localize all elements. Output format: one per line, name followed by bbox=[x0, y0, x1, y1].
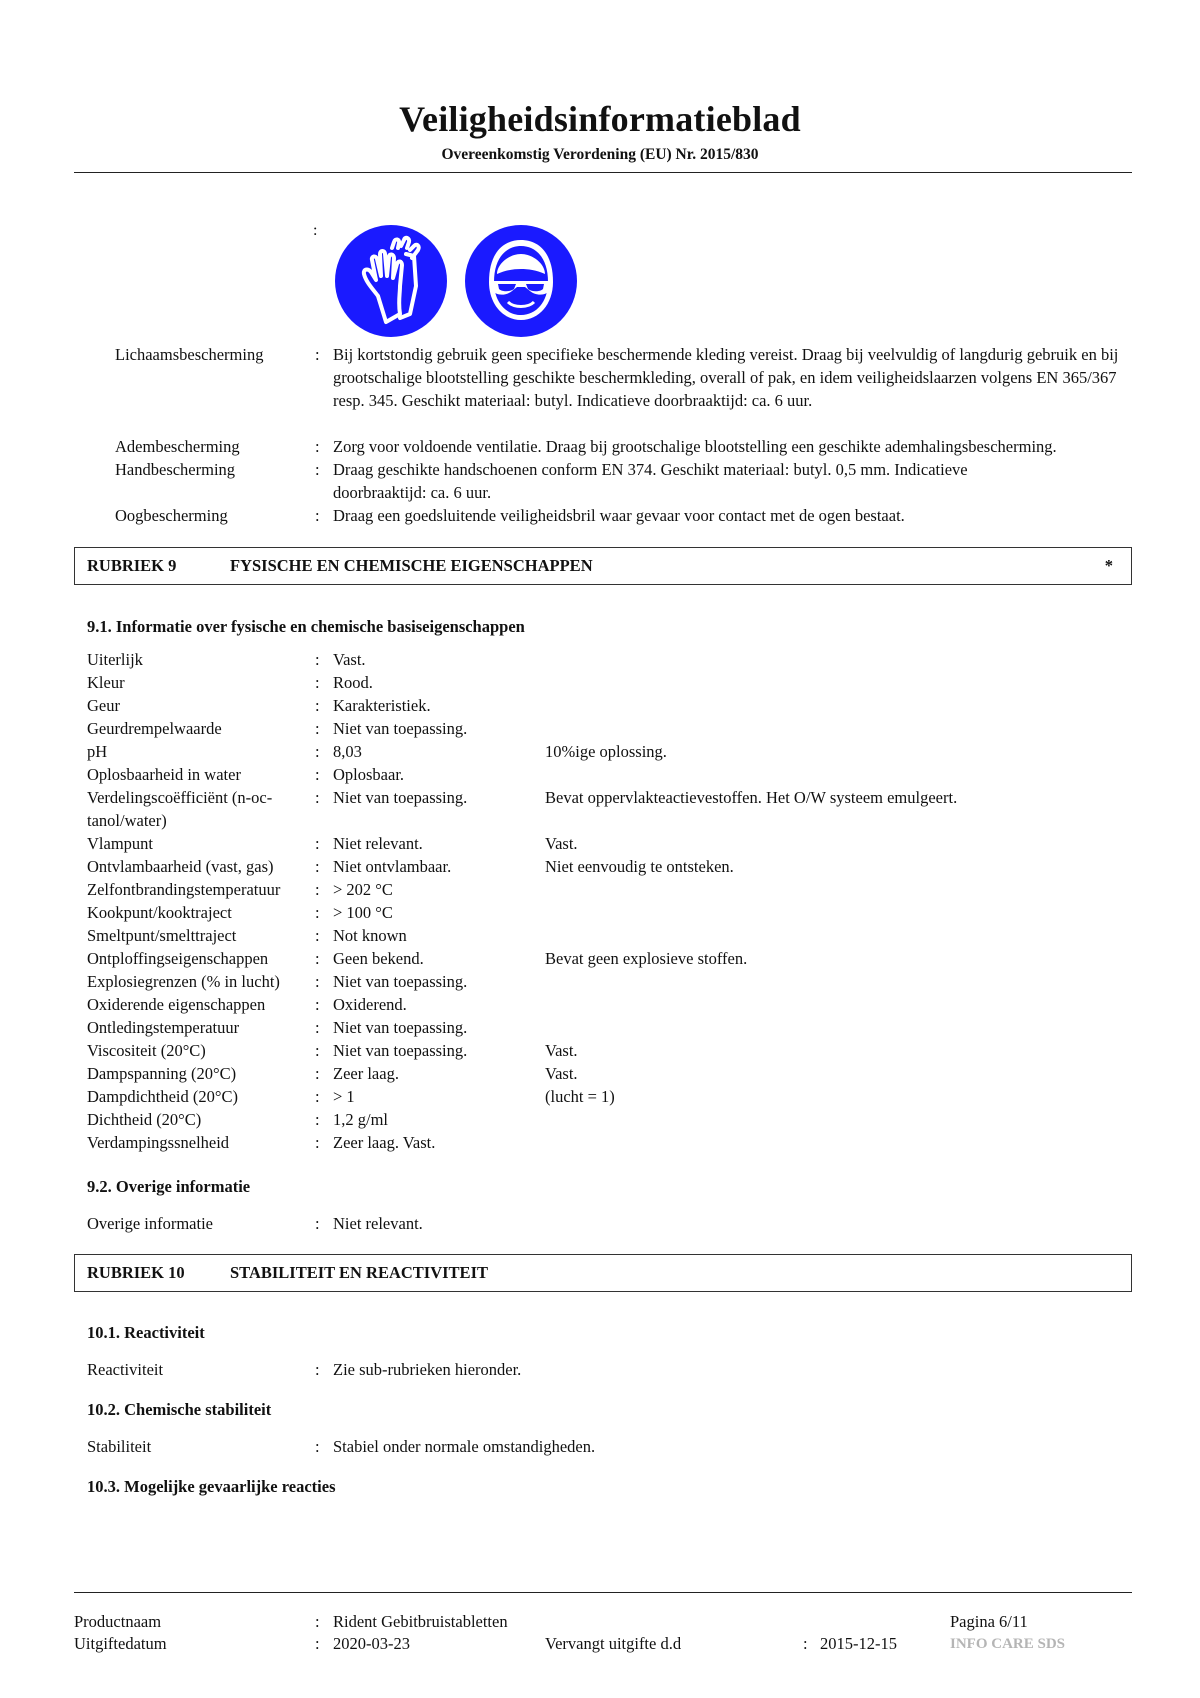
header-divider bbox=[74, 172, 1132, 173]
protection-label: Oogbescherming bbox=[115, 506, 228, 525]
section-number: RUBRIEK 9 bbox=[87, 556, 177, 575]
property-value: Geen bekend. bbox=[333, 949, 424, 968]
property-label: Viscositeit (20°C) bbox=[87, 1041, 206, 1060]
protection-value: Zorg voor voldoende ventilatie. Draag bij grootschalige blootstelling een geschikte ademhalingsbescherming. bbox=[333, 437, 1057, 456]
footer-product-value: Rident Gebitbruistabletten bbox=[333, 1612, 508, 1631]
property-label: Ontledingstemperatuur bbox=[87, 1018, 240, 1037]
section-10-header bbox=[74, 1254, 1132, 1292]
property-note: Vast. bbox=[545, 834, 578, 853]
document-subtitle: Overeenkomstig Verordening (EU) Nr. 2015/830 bbox=[441, 146, 759, 163]
property-value: Zeer laag. bbox=[333, 1064, 399, 1083]
property-value: Not known bbox=[333, 926, 407, 945]
footer-replaces-label: Vervangt uitgifte d.d bbox=[545, 1634, 682, 1653]
footer-product-label: Productnaam bbox=[74, 1612, 162, 1631]
protection-value: Bij kortstondig gebruik geen specifieke beschermende kleding vereist. Draag bij veelvuldig of langdurig gebruik en bij grootschalige blootstelling geschikte beschermkleding, overall of pak, en idem veiligheidslaarzen volgens EN 365/367 resp. 345. Geschikt materiaal: butyl. Indicatieve doorbraaktijd: ca. 6 uur. bbox=[333, 345, 1119, 410]
section-title: STABILITEIT EN REACTIVITEIT bbox=[230, 1263, 488, 1282]
pictogram-colon: : bbox=[313, 222, 318, 239]
property-value: Niet van toepassing. bbox=[333, 1018, 468, 1037]
property-label: Reactiviteit bbox=[87, 1360, 164, 1379]
sds-page: Veiligheidsinformatieblad Overeenkomstig Verordening (EU) Nr. 2015/830 : Lichaamsbescherming : Bij kortstondig gebruik geen specifieke beschermende kleding vereist. Draag bij veelvuldig of langdurig gebruik en bij grootschalige blootstelling geschikte beschermkleding, overall of pak, en idem veiligheidslaarzen volgens EN 365/367 resp. 345. Geschikt materiaal: butyl. Indicatieve doorbraaktijd: ca. 6 uur. Adembescherming : Zorg voor voldoende ventilatie. Draag bij grootschalige blootstelling een geschikte ademhalingsbescherming. Handbescherming : Draag geschikte handschoenen conform EN 374. Geschikt materiaal: butyl. 0,5 mm. Indicatieve doorbraaktijd: ca. 6 uur. Oogbescherming : Draag een goedsluitende veiligheidsbril waar gevaar voor contact met de ogen bestaat. RUBRIEK 9 FYSISCHE EN CHEMISCHE EIGENSCHAPPEN * 9.1. Informatie over fysische en chemische basiseigenschappen Uiterlijk : Vast. Kleur : Rood. Geur : Karakteristiek. Geurdrempelwaarde : Niet van toepassing. pH : 8,03 10%ige oplossing. Oplosbaarheid in water : Oplosbaar. Verdelingscoëfficiënt (n-oc-tanol/water) : Niet van toepassing. Bevat oppervlakteactievestoffen. Het O/W systeem emulgeert. Vlampunt : Niet relevant. Vast. Ontvlambaarheid (vast, gas) : Niet ontvlambaar. Niet eenvoudig te ontsteken. Zelfontbrandingstemperatuur : > 202 °C Kookpunt/kooktraject : > 100 °C Smeltpunt/smelttraject : Not known Ontploffingseigenschappen : Geen bekend. Bevat geen explosieve stoffen. Explosiegrenzen (% in lucht) : Niet van toepassing. Oxiderende eigenschappen : Oxiderend. Ontledingstemperatuur : Niet van toepassing. Viscositeit (20°C) : Niet van toepassing. Vast. Dampspanning (20°C) : Zeer laag. Vast. Dampdichtheid (20°C) : > 1 (lucht = 1) Dichtheid (20°C) : 1,2 g/ml Verdampingssnelheid : Zeer laag. Vast. 9.2. Overige informatie Overige informatie : Niet relevant. RUBRIEK 10 STABILITEIT EN REACTIVITEIT 10.1. Reactiviteit Reactiviteit : Zie sub-rubrieken hieronder. 10.2. Chemische stabiliteit Stabiliteit : Stabiel onder normale omstandigheden. 10.3. Mogelijke gevaarlijke reacties Productnaam : Rident Gebitbruistabletten Pagina 6/11 Uitgiftedatum : 2020-03-23 Vervangt uitgifte d.d : 2015-12-15 INFO CARE SDS bbox=[0, 0, 1200, 1698]
property-label: Overige informatie bbox=[87, 1214, 213, 1233]
property-value: Niet ontvlambaar. bbox=[333, 857, 452, 876]
property-value: Zie sub-rubrieken hieronder. bbox=[333, 1360, 522, 1379]
property-label: Kookpunt/kooktraject bbox=[87, 903, 232, 922]
property-note: Bevat oppervlakteactievestoffen. Het O/W systeem emulgeert. bbox=[545, 788, 958, 807]
property-label: Oxiderende eigenschappen bbox=[87, 995, 266, 1014]
protection-label: Lichaamsbescherming bbox=[115, 345, 264, 364]
protection-label: Adembescherming bbox=[115, 437, 240, 456]
revision-marker: * bbox=[1104, 556, 1113, 575]
footer-divider bbox=[74, 1592, 1132, 1593]
footer-page-number: Pagina 6/11 bbox=[950, 1612, 1028, 1631]
property-label: Vlampunt bbox=[87, 834, 153, 853]
property-value: 1,2 g/ml bbox=[333, 1110, 389, 1129]
property-value: Niet van toepassing. bbox=[333, 972, 468, 991]
property-note: (lucht = 1) bbox=[545, 1087, 615, 1106]
property-value: Niet van toepassing. bbox=[333, 719, 468, 738]
property-label: Stabiliteit bbox=[87, 1437, 152, 1456]
property-value: Niet van toepassing. bbox=[333, 788, 468, 807]
property-label: Dichtheid (20°C) bbox=[87, 1110, 202, 1129]
subsection-9-2: 9.2. Overige informatie bbox=[87, 1177, 251, 1196]
property-note: Vast. bbox=[545, 1041, 578, 1060]
property-note: 10%ige oplossing. bbox=[545, 742, 667, 761]
property-label: Verdelingscoëfficiënt (n-oc-tanol/water) bbox=[87, 788, 273, 830]
property-value: 8,03 bbox=[333, 742, 362, 761]
property-label: Explosiegrenzen (% in lucht) bbox=[87, 972, 280, 991]
section-9-header bbox=[74, 547, 1132, 585]
property-label: Kleur bbox=[87, 673, 125, 692]
footer-replaces-value: 2015-12-15 bbox=[820, 1634, 897, 1653]
property-label: pH bbox=[87, 742, 108, 761]
subsection-10-3: 10.3. Mogelijke gevaarlijke reacties bbox=[87, 1477, 336, 1496]
property-value: Karakteristiek. bbox=[333, 696, 431, 715]
property-label: Geur bbox=[87, 696, 120, 715]
subsection-10-1: 10.1. Reactiviteit bbox=[87, 1323, 205, 1342]
section-title: FYSISCHE EN CHEMISCHE EIGENSCHAPPEN bbox=[230, 556, 593, 575]
property-label: Zelfontbrandingstemperatuur bbox=[87, 880, 281, 899]
footer-date-value: 2020-03-23 bbox=[333, 1634, 410, 1653]
property-value: Zeer laag. Vast. bbox=[333, 1133, 436, 1152]
property-value: Niet van toepassing. bbox=[333, 1041, 468, 1060]
protection-value: Draag een goedsluitende veiligheidsbril waar gevaar voor contact met de ogen bestaat. bbox=[333, 506, 905, 525]
property-label: Verdampingssnelheid bbox=[87, 1133, 230, 1152]
property-value: Rood. bbox=[333, 673, 373, 692]
property-label: Uiterlijk bbox=[87, 650, 143, 669]
gloves-icon bbox=[334, 224, 448, 338]
property-label: Ontvlambaarheid (vast, gas) bbox=[87, 857, 274, 876]
property-value: > 1 bbox=[333, 1087, 355, 1106]
property-value: > 100 °C bbox=[333, 903, 393, 922]
section-number: RUBRIEK 10 bbox=[87, 1263, 185, 1282]
footer-date-label: Uitgiftedatum bbox=[74, 1634, 167, 1653]
property-value: Oxiderend. bbox=[333, 995, 407, 1014]
protection-value: Draag geschikte handschoenen conform EN 374. Geschikt materiaal: butyl. 0,5 mm. Indicatieve doorbraaktijd: ca. 6 uur. bbox=[333, 460, 968, 502]
property-value: Oplosbaar. bbox=[333, 765, 405, 784]
property-label: Oplosbaarheid in water bbox=[87, 765, 241, 784]
property-value: Niet relevant. bbox=[333, 1214, 423, 1233]
property-label: Geurdrempelwaarde bbox=[87, 719, 222, 738]
property-note: Vast. bbox=[545, 1064, 578, 1083]
property-value: Niet relevant. bbox=[333, 834, 423, 853]
property-value: > 202 °C bbox=[333, 880, 393, 899]
property-note: Niet eenvoudig te ontsteken. bbox=[545, 857, 734, 876]
property-value: Vast. bbox=[333, 650, 366, 669]
property-label: Smeltpunt/smelttraject bbox=[87, 926, 237, 945]
protection-label: Handbescherming bbox=[115, 460, 236, 479]
property-label: Dampspanning (20°C) bbox=[87, 1064, 237, 1083]
face-goggles-icon bbox=[464, 224, 578, 338]
document-title: Veiligheidsinformatieblad bbox=[399, 99, 801, 139]
subsection-10-2: 10.2. Chemische stabiliteit bbox=[87, 1400, 272, 1419]
footer-brand: INFO CARE SDS bbox=[950, 1636, 1066, 1652]
property-note: Bevat geen explosieve stoffen. bbox=[545, 949, 748, 968]
property-label: Ontploffingseigenschappen bbox=[87, 949, 269, 968]
property-value: Stabiel onder normale omstandigheden. bbox=[333, 1437, 596, 1456]
subsection-9-1: 9.1. Informatie over fysische en chemische basiseigenschappen bbox=[87, 617, 525, 636]
property-label: Dampdichtheid (20°C) bbox=[87, 1087, 238, 1106]
